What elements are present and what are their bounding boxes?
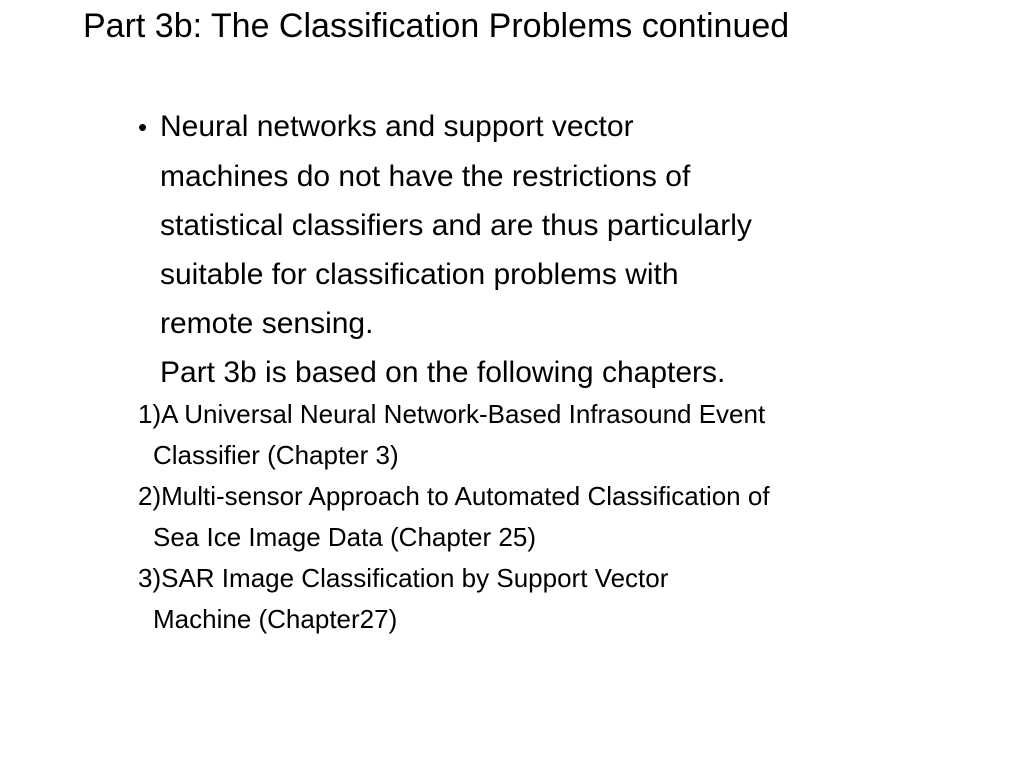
bullet-line-3: statistical classifiers and are thus particularly	[160, 209, 752, 242]
numbered-list	[138, 394, 770, 640]
list-item-1-line-1	[138, 394, 770, 435]
list-item-3-text: SAR Image Classification by Support Vector	[161, 563, 669, 593]
bullet-line-2: machines do not have the restrictions of	[160, 160, 691, 193]
bullet-line-1	[138, 102, 752, 152]
list-item-3-line-2: Machine (Chapter27)	[153, 604, 398, 634]
bullet-line-5: remote sensing.	[160, 307, 374, 340]
bullet-line-6: Part 3b is based on the following chapters.	[160, 356, 726, 389]
bullet-line-1-text: Neural networks and support vector	[160, 110, 634, 143]
slide-title: Part 3b: The Classification Problems continued	[83, 7, 790, 45]
bullet-marker-icon: •	[138, 112, 148, 142]
list-item-3-number: 3)	[138, 563, 162, 593]
bullet-line-4: suitable for classification problems with	[160, 258, 679, 291]
list-item-1-number: 1)	[138, 399, 162, 429]
list-item-3-line-1	[138, 558, 770, 599]
list-item-1-line-2: Classifier (Chapter 3)	[153, 440, 399, 470]
list-item-2-line-2: Sea Ice Image Data (Chapter 25)	[153, 522, 536, 552]
list-item-2-number: 2)	[138, 481, 162, 511]
bullet-paragraph	[138, 102, 752, 397]
list-item-1-text: A Universal Neural Network-Based Infrasound Event	[161, 399, 766, 429]
list-item-2-line-1	[138, 476, 770, 517]
list-item-2-text: Multi-sensor Approach to Automated Classification of	[161, 481, 770, 511]
